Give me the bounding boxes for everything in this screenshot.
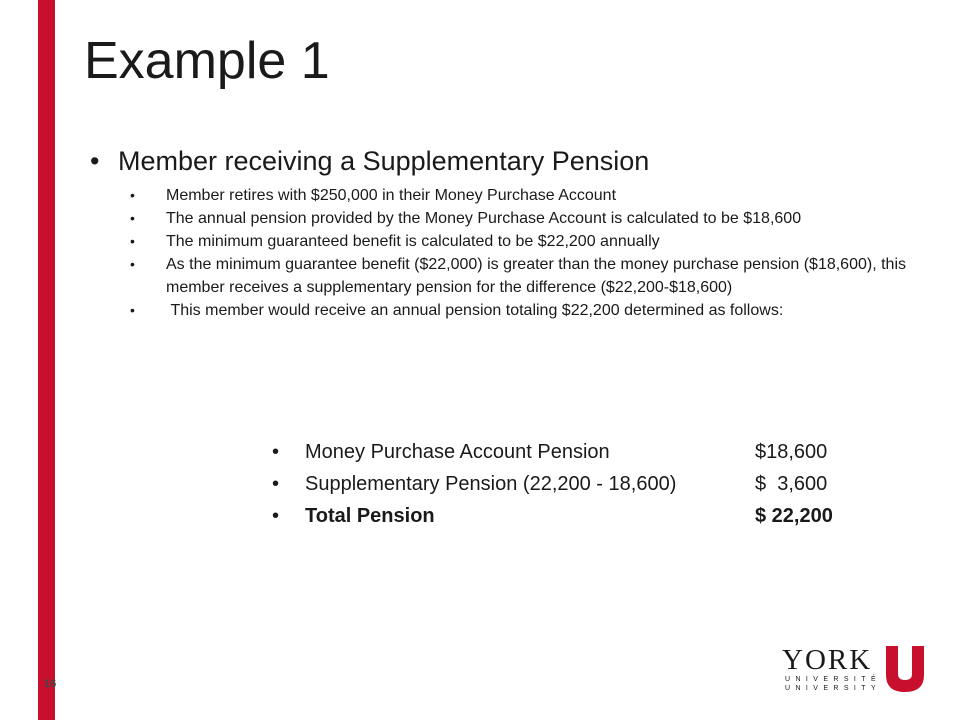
summary-amount: $ 22,200 bbox=[755, 505, 833, 527]
bullet-icon: • bbox=[90, 146, 100, 176]
sub-bullet bbox=[130, 299, 910, 322]
summary-row-supplementary bbox=[272, 468, 872, 500]
summary-amount: $ 3,600 bbox=[755, 473, 828, 495]
pension-summary bbox=[272, 436, 872, 532]
sub-bullet bbox=[130, 184, 910, 207]
page-number: 16 bbox=[44, 678, 57, 690]
logo-wordmark: YORK bbox=[782, 644, 873, 676]
sub-bullet-text: The annual pension provided by the Money Purchase Account is calculated to be $18,600 bbox=[166, 210, 802, 227]
summary-amount: $18,600 bbox=[755, 441, 828, 463]
logo-line-french: UNIVERSITÉ bbox=[785, 676, 882, 683]
sub-bullet-text: The minimum guaranteed benefit is calculated to be $22,200 annually bbox=[166, 233, 660, 250]
slide-title: Example 1 bbox=[84, 32, 330, 90]
bullet-icon: • bbox=[272, 441, 280, 463]
summary-label: Total Pension bbox=[305, 505, 435, 527]
bullet-icon: • bbox=[130, 233, 135, 249]
sub-bullet bbox=[130, 253, 910, 299]
bullet-icon: • bbox=[130, 210, 135, 226]
sub-bullet bbox=[130, 207, 910, 230]
york-university-logo bbox=[782, 645, 926, 693]
bullet-icon: • bbox=[130, 187, 135, 203]
sub-bullet-text: This member would receive an annual pension totaling $22,200 determined as follows: bbox=[166, 302, 784, 319]
bullet-icon: • bbox=[272, 473, 280, 495]
sub-bullet-text: As the minimum guarantee benefit ($22,000) is greater than the money purchase pension ($18,600), this member receives a supplementary pension for the difference ($22,200-$18,600) bbox=[166, 256, 906, 296]
left-accent-bar bbox=[38, 0, 55, 720]
logo-line-english: UNIVERSITY bbox=[785, 685, 882, 692]
summary-row-money-purchase bbox=[272, 436, 872, 468]
sub-bullet bbox=[130, 230, 910, 253]
main-bullet-text: Member receiving a Supplementary Pension bbox=[118, 146, 650, 176]
summary-label: Money Purchase Account Pension bbox=[305, 441, 610, 463]
summary-row-total bbox=[272, 500, 872, 532]
bullet-icon: • bbox=[130, 302, 135, 318]
bullet-icon: • bbox=[272, 505, 280, 527]
sub-bullet-text: Member retires with $250,000 in their Money Purchase Account bbox=[166, 187, 617, 204]
sub-bullet-list bbox=[130, 184, 910, 322]
summary-label: Supplementary Pension (22,200 - 18,600) bbox=[305, 473, 677, 495]
york-u-icon bbox=[884, 646, 926, 692]
bullet-icon: • bbox=[130, 256, 135, 272]
